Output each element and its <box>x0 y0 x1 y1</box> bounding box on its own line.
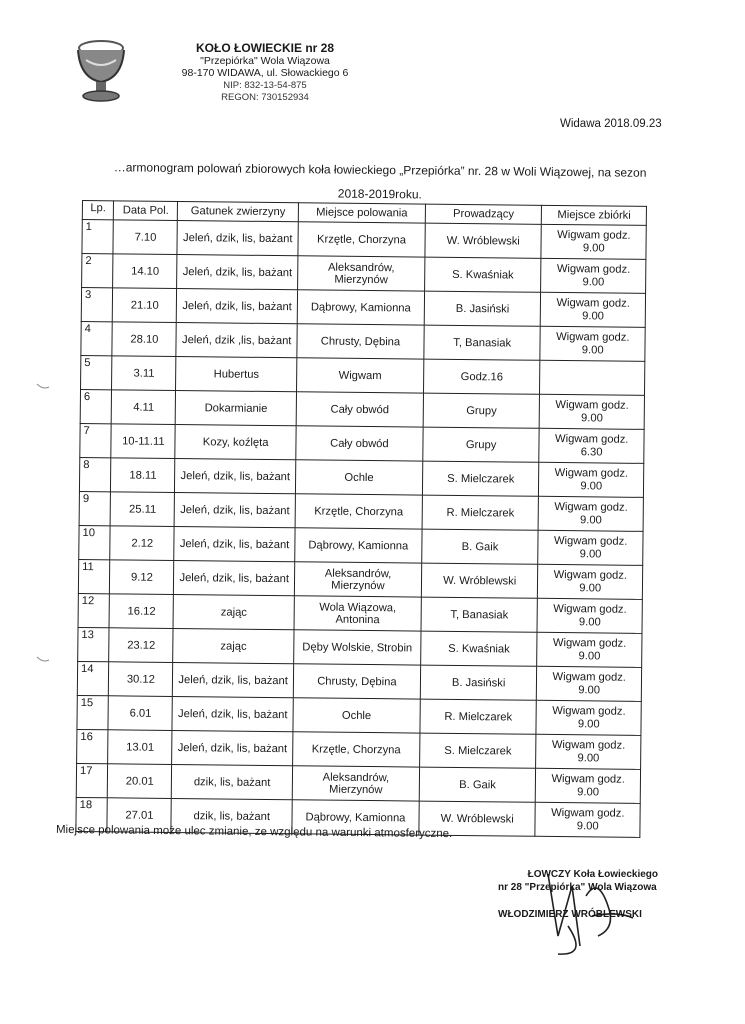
row-leader: B. Jasiński <box>420 665 537 700</box>
row-lp: 15 <box>77 695 109 729</box>
row-game-species: Jeleń, dzik ,lis, bażant <box>176 322 297 357</box>
row-lp: 9 <box>79 491 111 525</box>
row-date: 16.12 <box>109 594 173 629</box>
row-game-species: Jeleń, dzik, lis, bażant <box>172 696 293 731</box>
row-date: 13.01 <box>108 730 172 765</box>
row-lp: 10 <box>79 525 111 559</box>
row-date: 30.12 <box>109 662 173 697</box>
signature-line-club: nr 28 "Przepiórka" Wola Wiązowa <box>498 882 657 893</box>
row-meeting-place: Wigwam godz. 9.00 <box>536 700 641 735</box>
row-hunt-place: Krzętle, Chorzyna <box>298 222 425 257</box>
row-meeting-place: Wigwam godz. 9.00 <box>540 326 645 361</box>
row-meeting-place: Wigwam godz. 9.00 <box>537 598 642 633</box>
row-hunt-place: Aleksandrów, Mierzynów <box>298 256 425 291</box>
row-lp: 5 <box>81 355 113 389</box>
row-game-species: Jeleń, dzik, lis, bażant <box>177 255 298 290</box>
row-date: 3.11 <box>112 356 176 391</box>
row-leader: W. Wróblewski <box>425 223 542 258</box>
row-lp: 11 <box>78 559 110 593</box>
row-meeting-place: Wigwam godz. 9.00 <box>539 462 644 497</box>
row-hunt-place: Dęby Wolskie, Strobin <box>294 630 421 665</box>
signature-block <box>498 868 668 921</box>
row-hunt-place: Cały obwód <box>296 392 423 427</box>
row-date: 28.10 <box>112 322 176 357</box>
row-date: 14.10 <box>113 254 177 289</box>
signature-line-name: WŁODZIMIERZ WRÓBLEWSKI <box>498 909 642 920</box>
hunting-schedule-table <box>75 200 647 838</box>
row-lp: 17 <box>76 763 108 797</box>
club-logo <box>68 36 134 104</box>
row-meeting-place: Wigwam godz. 9.00 <box>541 258 646 293</box>
col-header-game: Gatunek zwierzyny <box>178 202 299 222</box>
document-date: Widawa 2018.09.23 <box>560 118 662 130</box>
row-leader: S. Mielczarek <box>419 733 536 768</box>
row-game-species: Jeleń, dzik, lis, bażant <box>174 526 295 561</box>
row-game-species: dzik, lis, bażant <box>171 798 292 833</box>
row-lp: 13 <box>78 627 110 661</box>
row-lp: 16 <box>77 729 109 763</box>
row-date: 21.10 <box>113 288 177 323</box>
weather-note: Miejsce polowania może ulec zmianie, ze względu na warunki atmosferyczne. <box>55 823 453 841</box>
org-subtitle: "Przepiórka" Wola Wiązowa <box>200 54 330 67</box>
row-game-species: Dokarmianie <box>175 390 296 425</box>
row-hunt-place: Ochle <box>295 460 422 495</box>
row-meeting-place: Wigwam godz. 9.00 <box>536 734 641 769</box>
row-meeting-place: Wigwam godz. 9.00 <box>538 530 643 565</box>
row-meeting-place: Wigwam godz. 9.00 <box>536 768 641 803</box>
row-lp: 8 <box>79 457 111 491</box>
punch-mark <box>36 656 50 662</box>
row-meeting-place: Wigwam godz. 9.00 <box>538 564 643 599</box>
row-game-species: Jeleń, dzik, lis, bażant <box>175 458 296 493</box>
row-game-species: Jeleń, dzik, lis, bażant <box>172 730 293 765</box>
col-header-leader: Prowadzący <box>425 204 542 224</box>
row-leader: T, Banasiak <box>421 597 538 632</box>
row-leader: Grupy <box>423 427 540 462</box>
row-date: 7.10 <box>113 220 177 255</box>
row-leader: S. Mielczarek <box>422 461 539 496</box>
row-lp: 2 <box>82 254 114 288</box>
row-meeting-place: Wigwam godz. 6.30 <box>539 428 644 463</box>
signature-line-title: ŁOWCZY Koła Łowieckiego <box>527 869 658 880</box>
row-lp: 18 <box>76 797 108 831</box>
row-date: 9.12 <box>110 560 174 595</box>
row-hunt-place: Aleksandrów, Mierzynów <box>292 766 419 801</box>
col-header-date: Data Pol. <box>114 201 178 221</box>
row-hunt-place: Aleksandrów, Mierzynów <box>294 562 421 597</box>
row-meeting-place: Wigwam godz. 9.00 <box>540 394 645 429</box>
org-name: KOŁO ŁOWIECKIE nr 28 <box>195 41 334 55</box>
row-hunt-place: Wola Wiązowa, Antonina <box>294 596 421 631</box>
row-hunt-place: Ochle <box>293 698 420 733</box>
row-meeting-place: Wigwam godz. 9.00 <box>537 632 642 667</box>
row-hunt-place: Cały obwód <box>296 426 423 461</box>
row-game-species: zając <box>173 628 294 663</box>
row-lp: 4 <box>81 321 113 355</box>
row-date: 27.01 <box>107 798 171 833</box>
row-meeting-place: Wigwam godz. 9.00 <box>539 496 644 531</box>
col-header-place: Miejsce polowania <box>298 203 425 223</box>
org-regon: REGON: 730152934 <box>221 92 309 103</box>
row-leader: R. Mielczarek <box>420 699 537 734</box>
row-leader: W. Wróblewski <box>419 801 536 836</box>
col-header-lp: Lp. <box>82 201 114 220</box>
row-meeting-place <box>540 360 645 395</box>
row-hunt-place: Krzętle, Chorzyna <box>295 494 422 529</box>
row-date: 4.11 <box>112 390 176 425</box>
row-game-species: dzik, lis, bażant <box>172 764 293 799</box>
row-date: 2.12 <box>110 526 174 561</box>
row-leader: W. Wróblewski <box>421 563 538 598</box>
row-date: 20.01 <box>108 764 172 799</box>
table-body <box>76 220 646 838</box>
document-title: …armonogram polowań zbiorowych koła łowieckiego „Przepiórka” nr. 28 w Woli Wiązowej, na sezon 2018-2019roku. <box>113 160 647 202</box>
row-game-species: Hubertus <box>176 356 297 391</box>
row-leader: B. Gaik <box>422 529 539 564</box>
row-meeting-place: Wigwam godz. 9.00 <box>541 292 646 327</box>
row-date: 10-11.11 <box>111 424 175 459</box>
row-hunt-place: Chrusty, Dębina <box>297 324 424 359</box>
row-meeting-place: Wigwam godz. 9.00 <box>541 224 646 259</box>
punch-mark <box>36 383 50 389</box>
row-game-species: Jeleń, dzik, lis, bażant <box>173 662 294 697</box>
org-nip: NIP: 832-13-54-875 <box>223 79 307 91</box>
row-game-species: Jeleń, dzik, lis, bażant <box>174 560 295 595</box>
row-leader: Godz.16 <box>423 359 540 394</box>
row-leader: B. Gaik <box>419 767 536 802</box>
row-hunt-place: Wigwam <box>297 358 424 393</box>
row-date: 25.11 <box>111 492 175 527</box>
row-date: 6.01 <box>108 696 172 731</box>
row-lp: 6 <box>80 389 112 423</box>
row-game-species: Kozy, koźlęta <box>175 424 296 459</box>
row-game-species: zając <box>173 594 294 629</box>
row-meeting-place: Wigwam godz. 9.00 <box>535 802 640 837</box>
row-leader: T, Banasiak <box>424 325 541 360</box>
row-lp: 3 <box>81 288 113 322</box>
row-game-species: Jeleń, dzik, lis, bażant <box>174 492 295 527</box>
row-lp: 12 <box>78 593 110 627</box>
row-lp: 7 <box>80 423 112 457</box>
row-leader: S. Kwaśniak <box>420 631 537 666</box>
row-leader: B. Jasiński <box>424 291 541 326</box>
row-date: 23.12 <box>109 628 173 663</box>
row-game-species: Jeleń, dzik, lis, bażant <box>177 288 298 323</box>
club-header <box>170 42 360 105</box>
row-date: 18.11 <box>111 458 175 493</box>
col-header-meeting: Miejsce zbiórki <box>542 205 647 225</box>
row-hunt-place: Dąbrowy, Kamionna <box>295 528 422 563</box>
row-hunt-place: Dąbrowy, Kamionna <box>292 800 419 835</box>
row-meeting-place: Wigwam godz. 9.00 <box>537 666 642 701</box>
row-hunt-place: Chrusty, Dębina <box>293 664 420 699</box>
row-lp: 14 <box>77 661 109 695</box>
row-lp: 1 <box>82 220 114 254</box>
row-hunt-place: Krzętle, Chorzyna <box>293 732 420 767</box>
row-leader: Grupy <box>423 393 540 428</box>
row-leader: R. Mielczarek <box>422 495 539 530</box>
org-address: 98-170 WIDAWA, ul. Słowackiego 6 <box>181 67 349 79</box>
row-hunt-place: Dąbrowy, Kamionna <box>297 290 424 325</box>
row-game-species: Jeleń, dzik, lis, bażant <box>177 221 298 256</box>
row-leader: S. Kwaśniak <box>424 257 541 292</box>
